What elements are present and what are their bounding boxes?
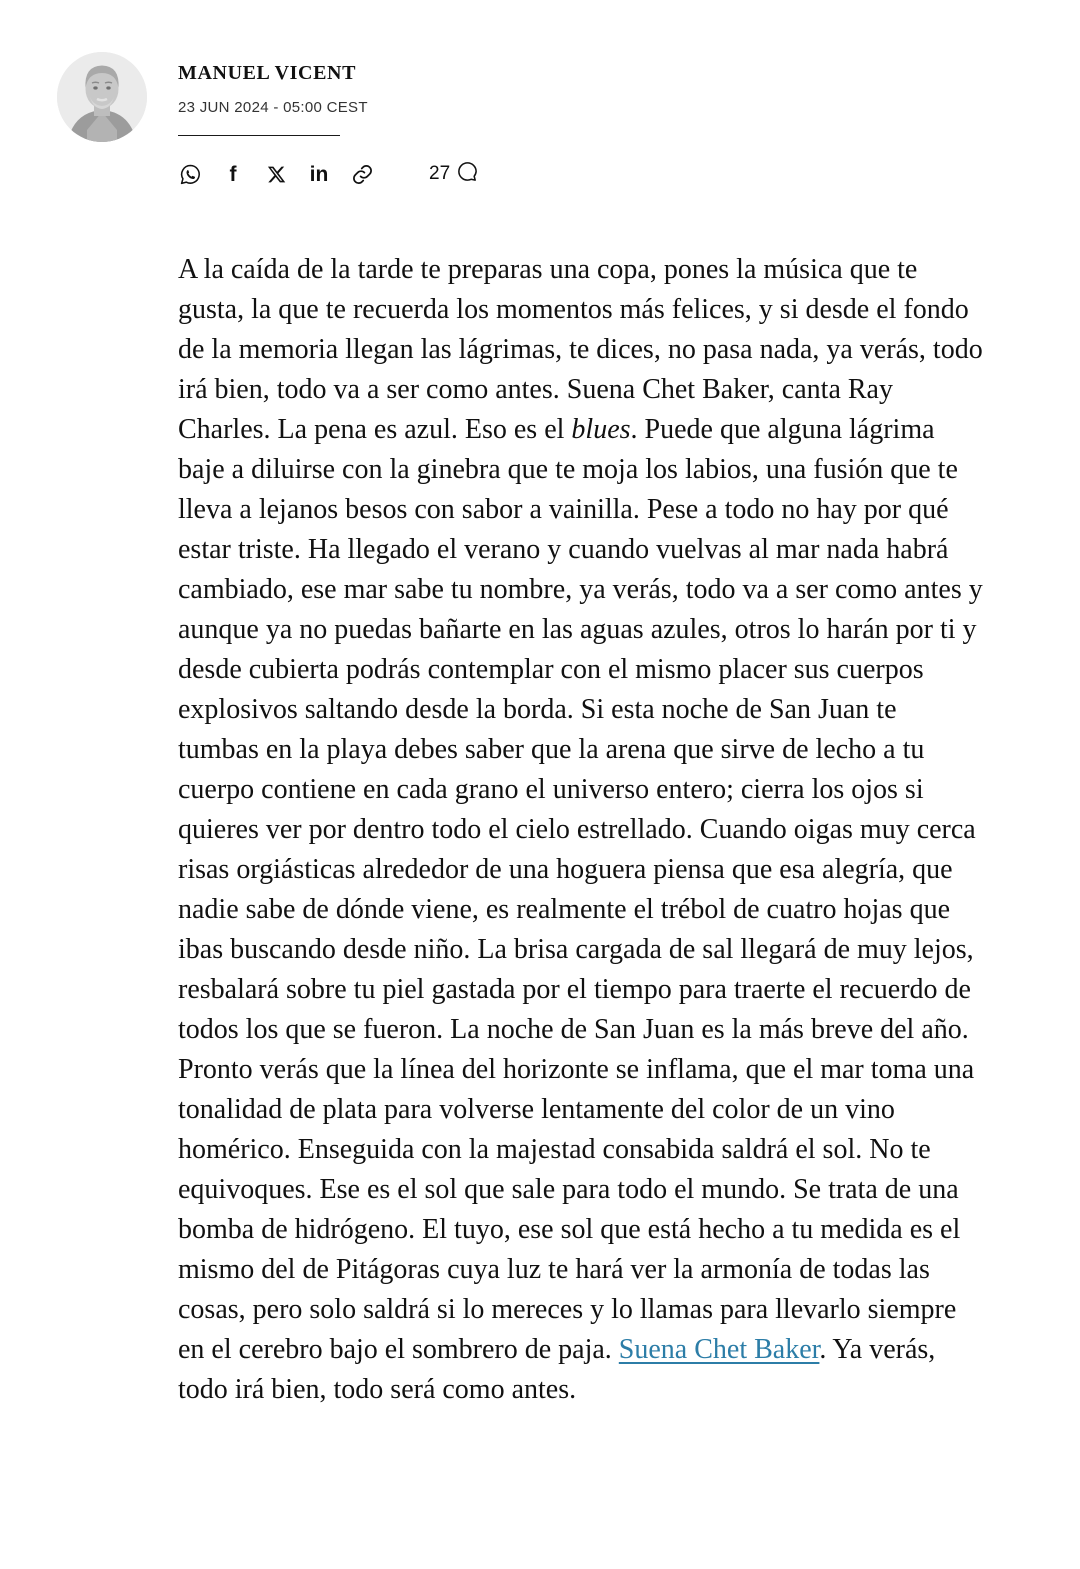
facebook-share-button[interactable]	[221, 162, 245, 186]
article-body	[178, 250, 984, 1458]
byline-divider	[178, 135, 340, 136]
x-share-button[interactable]	[264, 162, 288, 186]
linkedin-share-button[interactable]	[307, 162, 331, 186]
linkedin-icon: in	[309, 162, 329, 186]
comment-bubble-icon	[456, 160, 479, 188]
author-avatar[interactable]	[57, 52, 147, 142]
link-icon	[351, 163, 374, 186]
publish-date: 23 JUN 2024 - 05:00 CEST	[178, 99, 368, 116]
italic-text: blues	[571, 414, 631, 445]
copy-link-button[interactable]	[350, 162, 374, 186]
author-avatar-image	[57, 52, 147, 142]
author-name[interactable]: MANUEL VICENT	[178, 62, 357, 84]
article-main	[0, 250, 1080, 1458]
whatsapp-share-button[interactable]	[178, 162, 202, 186]
share-toolbar	[178, 160, 1080, 188]
byline-header	[0, 0, 1080, 142]
body-text-segment: . Ya verás, todo irá bien, todo será como antes.	[178, 1334, 936, 1405]
byline-info	[178, 52, 368, 136]
body-text-segment: . Puede que alguna lágrima baje a diluirse con la ginebra que te moja los labios, una fusión que te lleva a lejanos besos con sabor a vainilla. Pese a todo no hay por qué estar triste. Ha llegado el verano y cuando vuelvas al mar nada habrá cambiado, ese mar sabe tu nombre, ya verás, todo va a ser como antes y aunque ya no puedas bañarte en las aguas azules, otros lo harán por ti y desde cubierta podrás contemplar con el mismo placer sus cuerpos explosivos saltando desde la borda. Si esta noche de San Juan te tumbas en la playa debes saber que la arena que sirve de lecho a tu cuerpo contiene en cada grano el universo entero; cierra los ojos si quieres ver por dentro todo el cielo estrellado. Cuando oigas muy cerca risas orgiásticas alrededor de una hoguera piensa que esa alegría, que nadie sabe de dónde viene, es realmente el trébol de cuatro hojas que ibas buscando desde niño. La brisa cargada de sal llegará de muy lejos, resbalará sobre tu piel gastada por el tiempo para traerte el recuerdo de todos los que se fueron. La noche de San Juan es la más breve del año. Pronto verás que la línea del horizonte se inflama, que el mar toma una tonalidad de plata para volverse lentamente del color de un vino homérico. Enseguida con la majestad consabida saldrá el sol. No te equivoques. Ese es el sol que sale para todo el mundo. Se trata de una bomba de hidrógeno. El tuyo, ese sol que está hecho a tu medida es el mismo del de Pitágoras cuya luz te hará ver la armonía de todas las cosas, pero solo saldrá si lo mereces y lo llamas para llevarlo siempre en el cerebro bajo el sombrero de paja.	[178, 414, 983, 1365]
inline-link-suena-chet-baker[interactable]: Suena Chet Baker	[618, 1334, 820, 1365]
body-text-segment: A la caída de la tarde te preparas una copa, pones la música que te gusta, la que te recuerda los momentos más felices, y si desde el fondo de la memoria llegan las lágrimas, te dices, no pasa nada, ya verás, todo irá bien, todo va a ser como antes. Suena Chet Baker, canta Ray Charles. La pena es azul. Eso es el	[178, 254, 983, 445]
facebook-icon: f	[229, 162, 237, 186]
comments-count: 27	[429, 163, 451, 184]
x-icon	[266, 164, 287, 185]
comments-link[interactable]	[429, 160, 479, 188]
whatsapp-icon	[179, 163, 202, 186]
